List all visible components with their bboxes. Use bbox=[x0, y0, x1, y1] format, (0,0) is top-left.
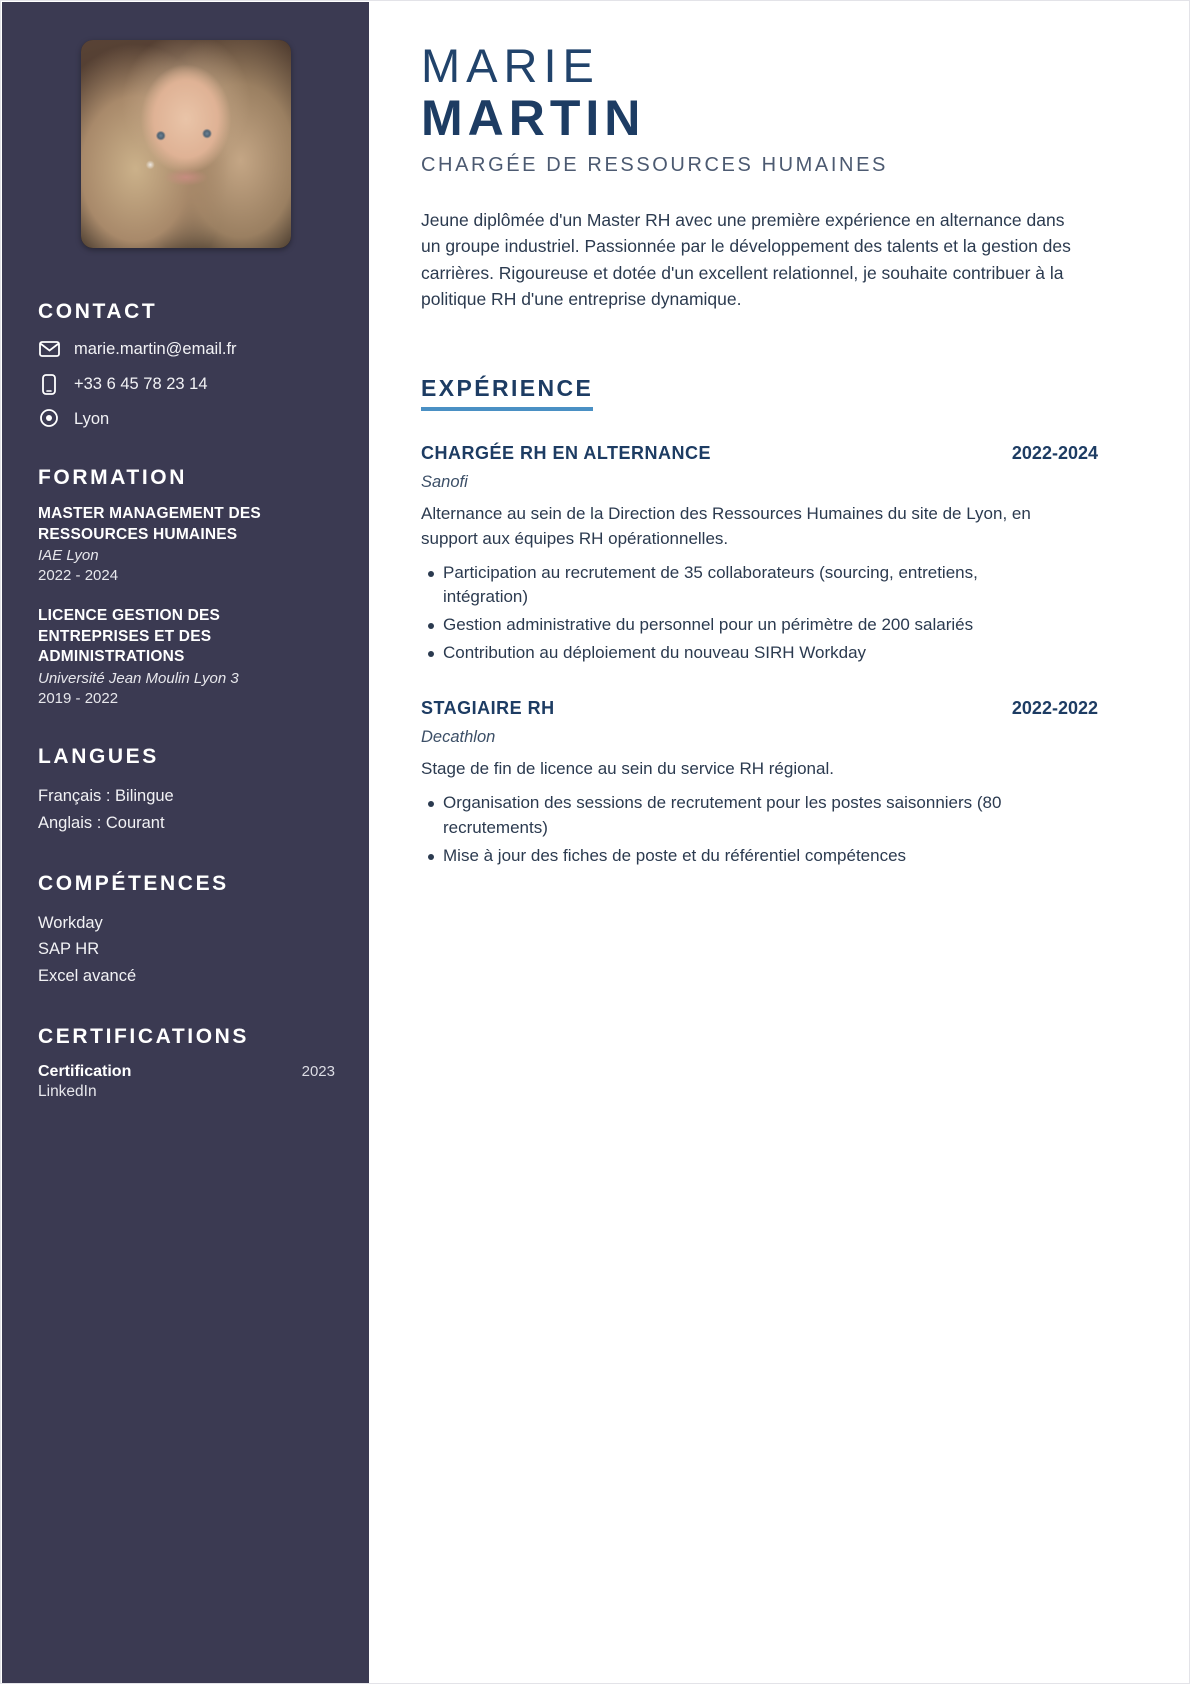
experience-bullets bbox=[421, 561, 1061, 667]
contact-phone-row[interactable] bbox=[38, 373, 335, 395]
sidebar bbox=[2, 2, 369, 1684]
competence-item: Excel avancé bbox=[38, 966, 137, 985]
experience-item bbox=[421, 698, 1098, 868]
contact-email-row[interactable] bbox=[38, 338, 335, 360]
experience-dates: 2022-2024 bbox=[1011, 442, 1098, 463]
education-degree: LICENCE GESTION DES ENTREPRISES ET DES ADMINISTRATIONS bbox=[38, 607, 221, 666]
experience-bullet: Participation au recrutement de 35 collaborateurs (sourcing, entretiens, intégration) bbox=[421, 561, 1061, 611]
contact-location-text: Lyon bbox=[74, 409, 110, 428]
experience-dates: 2022-2022 bbox=[1011, 698, 1098, 719]
contact-location-row[interactable] bbox=[38, 408, 335, 430]
experience-bullets bbox=[421, 791, 1061, 869]
experience-heading: EXPÉRIENCE bbox=[421, 375, 593, 411]
phone-icon bbox=[38, 373, 60, 395]
mail-icon bbox=[38, 338, 60, 360]
contact-section bbox=[2, 300, 369, 430]
certification-item bbox=[38, 1063, 335, 1101]
competence-item: Workday bbox=[38, 913, 103, 932]
experience-description: Stage de fin de licence au sein du service RH régional. bbox=[421, 759, 834, 779]
experience-company: Sanofi bbox=[421, 472, 468, 491]
last-name: MARTIN bbox=[421, 89, 646, 146]
experience-role: CHARGÉE RH EN ALTERNANCE bbox=[421, 442, 712, 463]
education-school: IAE Lyon bbox=[38, 547, 99, 565]
job-title: CHARGÉE DE RESSOURCES HUMAINES bbox=[421, 153, 888, 176]
education-item bbox=[38, 606, 335, 709]
certification-name: Certification bbox=[38, 1063, 132, 1081]
langues-section bbox=[2, 745, 369, 836]
certification-issuer: LinkedIn bbox=[38, 1083, 97, 1101]
contact-email-text: marie.martin@email.fr bbox=[74, 339, 237, 358]
avatar bbox=[81, 40, 291, 248]
experience-bullet: Contribution au déploiement du nouveau SIRH Workday bbox=[421, 641, 1061, 666]
location-pin-icon bbox=[38, 408, 60, 430]
experience-item bbox=[421, 443, 1098, 667]
education-dates: 2022 - 2024 bbox=[38, 567, 119, 585]
langue-item: Français : Bilingue bbox=[38, 787, 174, 806]
education-school: Université Jean Moulin Lyon 3 bbox=[38, 670, 239, 688]
experience-company: Decathlon bbox=[421, 728, 496, 747]
education-dates: 2019 - 2022 bbox=[38, 689, 119, 707]
certifications-section bbox=[2, 1025, 369, 1101]
competence-item: SAP HR bbox=[38, 940, 100, 959]
certification-year: 2023 bbox=[301, 1063, 335, 1081]
competences-section bbox=[2, 872, 369, 989]
contact-phone-text: +33 6 45 78 23 14 bbox=[74, 374, 208, 393]
profile-summary: Jeune diplômée d'un Master RH avec une première expérience en alternance dans un groupe industriel. Passionnée par le développement des talents et la gestion des carrières. Rigoureuse et dotée d'un excellent relationnel, je souhaite contribuer à la politique RH d'une entreprise dynamique. bbox=[421, 209, 1071, 310]
experience-bullet: Mise à jour des fiches de poste et du référentiel compétences bbox=[421, 844, 1061, 869]
formation-section bbox=[2, 466, 369, 709]
first-name: MARIE bbox=[421, 39, 600, 92]
langues-heading: LANGUES bbox=[38, 745, 159, 769]
experience-role: STAGIAIRE RH bbox=[421, 698, 555, 719]
contact-heading: CONTACT bbox=[38, 300, 158, 323]
langue-item: Anglais : Courant bbox=[38, 813, 165, 832]
competences-heading: COMPÉTENCES bbox=[38, 871, 229, 895]
experience-bullet: Gestion administrative du personnel pour un périmètre de 200 salariés bbox=[421, 613, 1061, 638]
certifications-heading: CERTIFICATIONS bbox=[38, 1025, 250, 1049]
profile-photo-image bbox=[81, 40, 291, 248]
education-degree: MASTER MANAGEMENT DES RESSOURCES HUMAINES bbox=[38, 505, 261, 543]
experience-bullet: Organisation des sessions de recrutement pour les postes saisonniers (80 recrutements) bbox=[421, 791, 1061, 841]
education-item bbox=[38, 504, 335, 586]
main-content bbox=[369, 2, 1188, 1682]
formation-heading: FORMATION bbox=[38, 466, 187, 489]
experience-description: Alternance au sein de la Direction des Ressources Humaines du site de Lyon, en support aux équipes RH opérationnelles. bbox=[421, 503, 1031, 548]
